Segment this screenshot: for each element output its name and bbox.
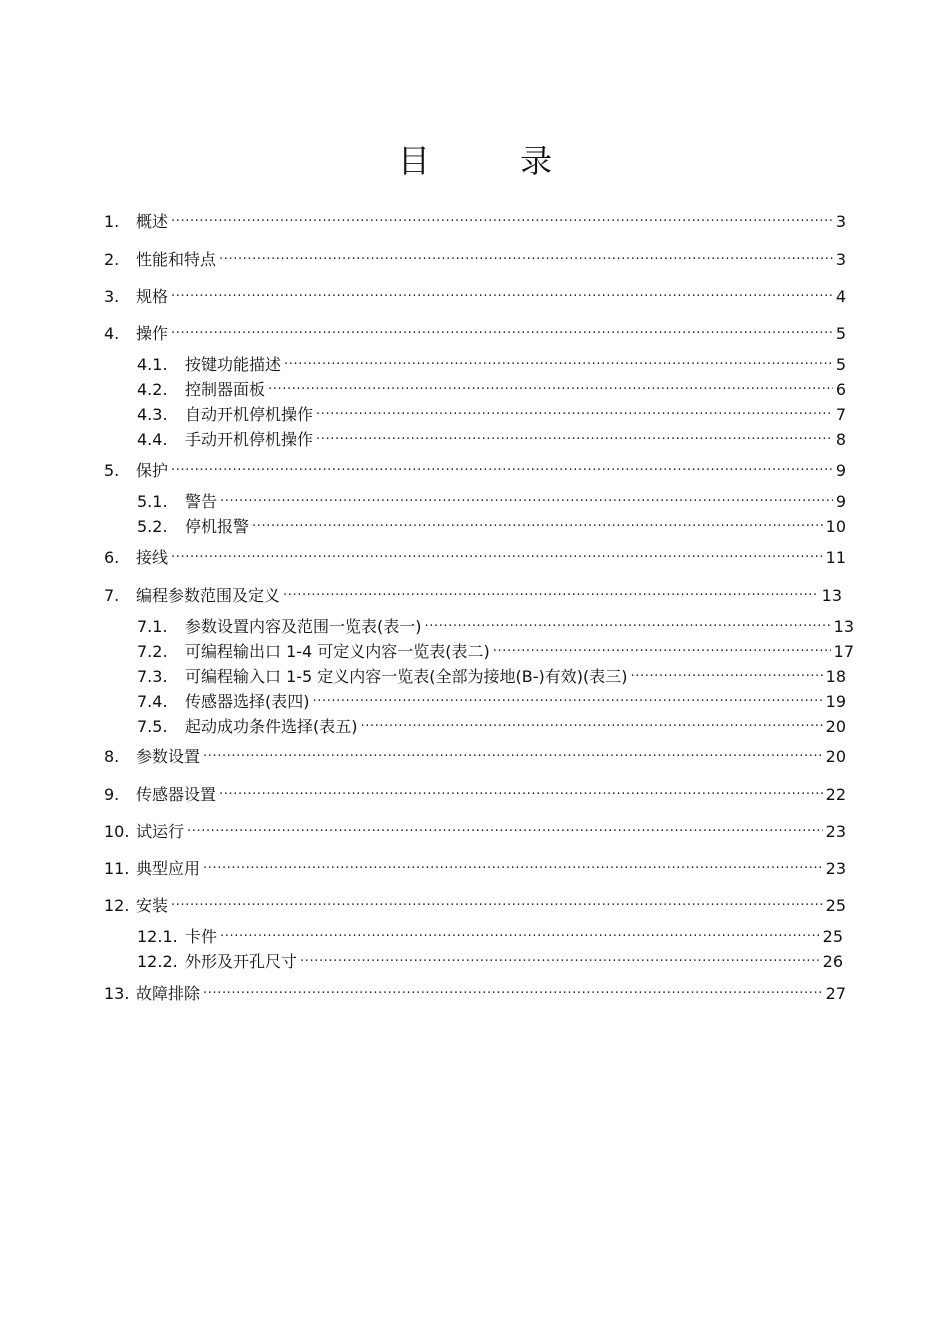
toc-entry-number: 12. <box>104 896 130 915</box>
toc-entry-label: 传感器设置 <box>136 785 217 804</box>
toc-entry-page: 25 <box>825 896 846 915</box>
toc-entry-page: 5 <box>835 324 846 343</box>
toc-entry[interactable] <box>104 245 846 270</box>
toc-entry-number: 7.3. <box>137 667 168 686</box>
toc-subentry[interactable] <box>137 512 846 537</box>
toc-entry-number: 6. <box>104 548 120 567</box>
toc-entry-number: 3. <box>104 287 120 306</box>
toc-leader-dots <box>283 581 819 601</box>
toc-entry-page: 20 <box>825 747 846 766</box>
toc-entry-number: 4.1. <box>137 355 168 374</box>
toc-entry-number: 4. <box>104 324 120 343</box>
toc-leader-dots <box>203 854 823 874</box>
toc-leader-dots <box>203 979 823 999</box>
toc-leader-dots <box>171 207 833 227</box>
toc-subentry[interactable] <box>137 487 846 512</box>
toc-entry[interactable] <box>104 282 846 307</box>
toc-entry-page: 8 <box>835 430 846 449</box>
toc-leader-dots <box>252 512 823 532</box>
toc-entry-label: 可编程输入口 1-5 定义内容一览表(全部为接地(B-)有效)(表三) <box>185 667 628 686</box>
toc-entry-number: 2. <box>104 250 120 269</box>
toc-entry-number: 5. <box>104 461 120 480</box>
toc-entry-label: 典型应用 <box>136 859 201 878</box>
toc-subentry[interactable] <box>137 947 843 972</box>
toc-entry-label: 起动成功条件选择(表五) <box>185 717 358 736</box>
toc-entry-page: 23 <box>825 859 846 878</box>
toc-entry-page: 27 <box>825 984 846 1003</box>
toc-leader-dots <box>313 687 823 707</box>
toc-entry-label: 安装 <box>136 896 169 915</box>
toc-subentry[interactable] <box>137 350 846 375</box>
toc-entry-page: 3 <box>835 212 846 231</box>
toc-entry-page: 6 <box>835 380 846 399</box>
toc-entry-label: 规格 <box>136 287 169 306</box>
toc-entry-page: 20 <box>825 717 846 736</box>
toc-entry-label: 性能和特点 <box>136 250 217 269</box>
toc-leader-dots <box>631 662 823 682</box>
toc-entry-page: 22 <box>825 785 846 804</box>
toc-leader-dots <box>187 817 823 837</box>
toc-entry-number: 10. <box>104 822 130 841</box>
toc-entry-number: 13. <box>104 984 130 1003</box>
toc-entry[interactable] <box>104 319 846 344</box>
toc-subentry[interactable] <box>137 712 846 737</box>
toc-entry-label: 控制器面板 <box>185 380 266 399</box>
toc-entry-number: 7.4. <box>137 692 168 711</box>
toc-entry-label: 参数设置内容及范围一览表(表一) <box>185 617 422 636</box>
toc-subentry[interactable] <box>137 662 846 687</box>
toc-leader-dots <box>361 712 823 732</box>
toc-entry-label: 编程参数范围及定义 <box>136 586 281 605</box>
toc-entry[interactable] <box>104 979 846 1004</box>
toc-entry-label: 试运行 <box>136 822 185 841</box>
toc-leader-dots <box>171 282 833 302</box>
toc-entry-page: 3 <box>835 250 846 269</box>
toc-entry-label: 参数设置 <box>136 747 201 766</box>
toc-entry[interactable] <box>104 817 846 842</box>
toc-entry-page: 13 <box>821 586 842 605</box>
toc-subentry[interactable] <box>137 400 846 425</box>
toc-entry-label: 传感器选择(表四) <box>185 692 310 711</box>
toc-entry-page: 13 <box>833 617 854 636</box>
toc-entry-label: 自动开机停机操作 <box>185 405 314 424</box>
toc-entry-label: 警告 <box>185 492 218 511</box>
toc-subentry[interactable] <box>137 687 846 712</box>
toc-entry[interactable] <box>104 854 846 879</box>
toc-leader-dots <box>316 425 833 445</box>
toc-entry-page: 10 <box>825 517 846 536</box>
toc-subentry[interactable] <box>137 637 854 662</box>
toc-entry-number: 5.1. <box>137 492 168 511</box>
toc-entry-number: 4.2. <box>137 380 168 399</box>
toc-entry-label: 卡件 <box>185 927 218 946</box>
toc-entry-label: 停机报警 <box>185 517 250 536</box>
toc-entry[interactable] <box>104 780 846 805</box>
toc-entry-page: 23 <box>825 822 846 841</box>
toc-entry-number: 5.2. <box>137 517 168 536</box>
toc-leader-dots <box>171 456 833 476</box>
toc-leader-dots <box>425 612 831 632</box>
toc-entry-label: 按键功能描述 <box>185 355 282 374</box>
toc-leader-dots <box>316 400 833 420</box>
toc-leader-dots <box>203 742 823 762</box>
toc-entry-page: 19 <box>825 692 846 711</box>
toc-leader-dots <box>268 375 833 395</box>
toc-entry-page: 4 <box>835 287 846 306</box>
toc-entry-page: 9 <box>835 492 846 511</box>
toc-leader-dots <box>284 350 833 370</box>
toc-entry-number: 4.4. <box>137 430 168 449</box>
toc-entry[interactable] <box>104 581 842 606</box>
toc-entry-number: 12.2. <box>137 952 178 971</box>
page-title: 目 录 <box>397 142 593 180</box>
toc-entry-number: 12.1. <box>137 927 178 946</box>
toc-subentry[interactable] <box>137 922 843 947</box>
toc-leader-dots <box>171 891 823 911</box>
toc-entry-number: 9. <box>104 785 120 804</box>
toc-leader-dots <box>171 319 833 339</box>
toc-leader-dots <box>300 947 820 967</box>
toc-entry-number: 1. <box>104 212 120 231</box>
toc-entry-page: 26 <box>822 952 843 971</box>
toc-leader-dots <box>220 487 833 507</box>
toc-entry-number: 11. <box>104 859 130 878</box>
toc-entry-number: 7.1. <box>137 617 168 636</box>
toc-entry-label: 保护 <box>136 461 169 480</box>
toc-leader-dots <box>220 922 820 942</box>
toc-entry[interactable] <box>104 207 846 232</box>
toc-leader-dots <box>219 245 833 265</box>
toc-subentry[interactable] <box>137 375 846 400</box>
toc-entry-page: 17 <box>833 642 854 661</box>
toc-entry-label: 手动开机停机操作 <box>185 430 314 449</box>
toc-entry-page: 11 <box>825 548 846 567</box>
toc-subentry[interactable] <box>137 425 846 450</box>
toc-leader-dots <box>219 780 823 800</box>
toc-entry-label: 可编程输出口 1-4 可定义内容一览表(表二) <box>185 642 490 661</box>
toc-leader-dots <box>171 543 823 563</box>
toc-entry-page: 18 <box>825 667 846 686</box>
toc-entry-label: 故障排除 <box>136 984 201 1003</box>
toc-entry-page: 9 <box>835 461 846 480</box>
toc-entry[interactable] <box>104 456 846 481</box>
toc-entry-label: 概述 <box>136 212 169 231</box>
toc-entry-label: 外形及开孔尺寸 <box>185 952 298 971</box>
toc-entry-number: 7.5. <box>137 717 168 736</box>
toc-entry[interactable] <box>104 742 846 767</box>
toc-entry-number: 7.2. <box>137 642 168 661</box>
toc-entry-number: 7. <box>104 586 120 605</box>
toc-entry-page: 25 <box>822 927 843 946</box>
toc-entry[interactable] <box>104 891 846 916</box>
toc-entry-page: 5 <box>835 355 846 374</box>
toc-leader-dots <box>493 637 831 657</box>
toc-entry-number: 4.3. <box>137 405 168 424</box>
toc-entry-label: 操作 <box>136 324 169 343</box>
toc-entry[interactable] <box>104 543 846 568</box>
toc-subentry[interactable] <box>137 612 854 637</box>
toc-entry-label: 接线 <box>136 548 169 567</box>
toc-entry-page: 7 <box>835 405 846 424</box>
toc-entry-number: 8. <box>104 747 120 766</box>
